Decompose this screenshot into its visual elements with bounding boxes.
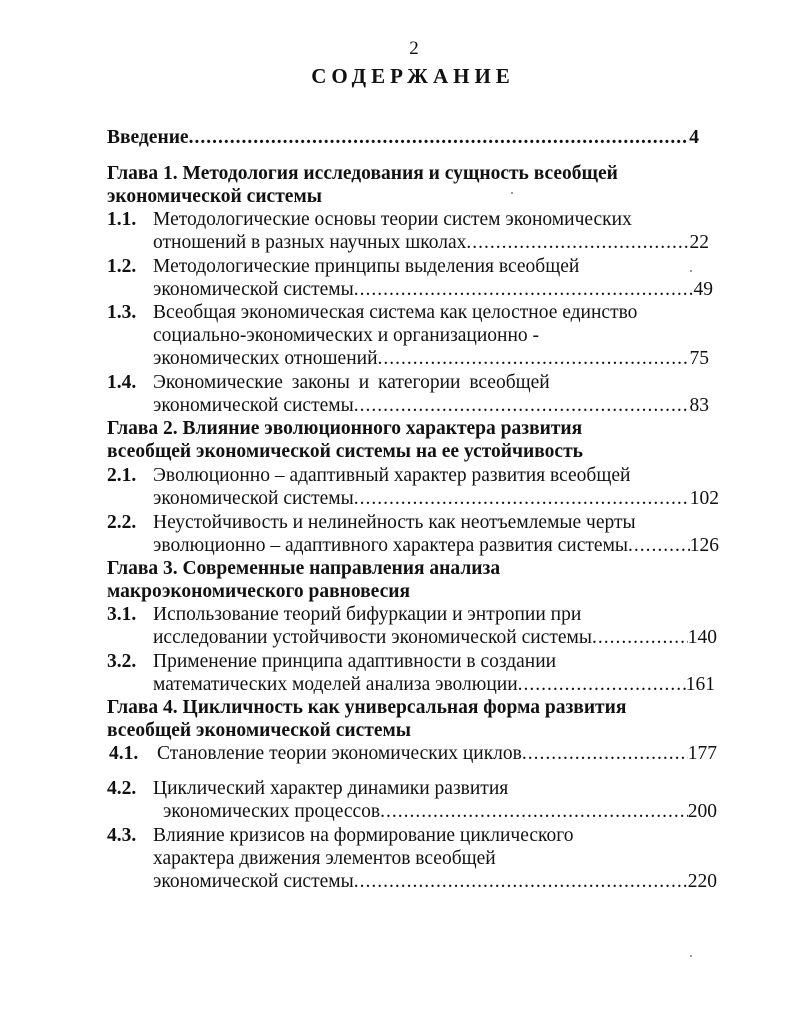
chapter-1-title-line-1: Глава 1. Методология исследования и сущность всеобщей	[107, 163, 618, 184]
section-1-1-line-2	[153, 232, 709, 254]
dot-leader	[378, 348, 690, 370]
section-1-3-line-2: социально-экономических и организационно -	[153, 325, 540, 346]
chapter-4-title-line-2: всеобщей экономической системы	[107, 720, 412, 741]
toc-entry-label: Введение	[107, 127, 189, 148]
section-4-3-line-1: Влияние кризисов на формирование циклического	[153, 825, 574, 846]
chapter-3-title-line-2: макроэкономического равновесия	[107, 581, 411, 602]
chapter-2-title-line-2: всеобщей экономической системы на ее устойчивость	[107, 441, 583, 462]
toc-entry-label: экономической системы	[153, 279, 354, 300]
section-1-3-line-1: Всеобщая экономическая система как целостное единство	[153, 302, 638, 323]
section-number: 3.2.	[107, 651, 137, 672]
chapter-1-title-line-2: экономической системы	[107, 186, 322, 207]
toc-page-number: 102	[689, 488, 719, 509]
section-number: 4.3.	[107, 825, 137, 846]
section-1-1-line-1: Методологические основы теории систем экономических	[153, 209, 632, 230]
toc-page-number: 22	[689, 232, 709, 253]
toc-page-number: 177	[687, 743, 717, 764]
section-number: 1.4.	[107, 372, 137, 393]
section-number: 3.1.	[107, 604, 137, 625]
section-2-2-line-2	[153, 535, 719, 557]
section-2-1-line-2	[153, 488, 719, 510]
scan-speck	[511, 192, 513, 194]
section-2-1-line-1: Эволюционно – адаптивный характер развития всеобщей	[153, 465, 631, 486]
section-1-2-line-1: Методологические принципы выделения всеобщей	[153, 256, 580, 277]
section-4-3-line-3	[153, 871, 717, 893]
dot-leader	[189, 127, 690, 149]
section-3-2-line-1: Применение принципа адаптивности в создании	[153, 651, 557, 672]
scan-speck	[690, 270, 692, 272]
section-4-2-line-2	[163, 801, 717, 823]
section-1-3-line-3	[153, 348, 709, 370]
dot-leader	[354, 488, 690, 510]
page-number: 2	[409, 38, 419, 59]
section-4-2-line-1: Циклический характер динамики развития	[153, 778, 509, 799]
toc-page-number: 220	[687, 871, 717, 892]
section-number: 4.2.	[107, 778, 137, 799]
toc-entry-label: экономической системы	[153, 488, 354, 509]
toc-page-number: 161	[685, 674, 715, 695]
toc-entry-label: экономических процессов	[163, 801, 381, 822]
section-number: 1.3.	[107, 302, 137, 323]
section-3-1-line-1: Использование теорий бифуркации и энтропии при	[153, 604, 582, 625]
toc-page-number: 126	[689, 535, 719, 556]
section-3-1-line-2	[153, 627, 717, 649]
section-4-3-line-2: характера движения элементов всеобщей	[153, 848, 496, 869]
section-1-4-line-2	[153, 395, 709, 417]
chapter-4-title-line-1: Глава 4. Цикличность как универсальная форма развития	[107, 697, 627, 718]
section-number: 4.1.	[109, 743, 139, 764]
dot-leader	[592, 627, 688, 649]
section-3-2-line-2	[153, 674, 715, 696]
toc-entry-label: экономических отношений	[153, 348, 378, 369]
dot-leader	[522, 743, 688, 765]
toc-entry-label: отношений в разных научных школах	[153, 232, 467, 253]
toc-page-number: 200	[687, 801, 717, 822]
toc-entry-label: экономической системы	[153, 395, 354, 416]
dot-leader	[380, 801, 688, 823]
toc-page-number: 75	[689, 348, 709, 369]
section-number: 1.2.	[107, 256, 137, 277]
scan-speck	[690, 955, 692, 957]
section-2-2-line-1: Неустойчивость и нелинейность как неотъемлемые черты	[153, 512, 636, 533]
toc-page-number: 4	[689, 127, 699, 148]
section-1-2-line-2	[153, 279, 713, 301]
dot-leader	[354, 395, 690, 417]
toc-entry-label: эволюционно – адаптивного характера развития системы	[153, 535, 629, 556]
toc-page-number: 49	[693, 279, 713, 300]
toc-page-number: 140	[687, 627, 717, 648]
section-number: 2.1.	[107, 465, 137, 486]
section-4-1-line-1	[157, 743, 717, 765]
toc-entry-label: Становление теории экономических циклов	[157, 743, 522, 764]
section-1-4-line-1: Экономические законы и категории всеобщей	[153, 372, 550, 393]
dot-leader	[354, 871, 688, 893]
dot-leader	[354, 279, 694, 301]
section-number: 1.1.	[107, 209, 137, 230]
chapter-2-title-line-1: Глава 2. Влияние эволюционного характера развития	[107, 418, 583, 439]
dot-leader	[466, 232, 689, 254]
toc-page-number: 83	[689, 395, 709, 416]
toc-entry-label: математических моделей анализа эволюции	[153, 674, 518, 695]
dot-leader	[628, 535, 690, 557]
dot-leader	[518, 674, 686, 696]
chapter-3-title-line-1: Глава 3. Современные направления анализа	[107, 558, 501, 579]
section-number: 2.2.	[107, 512, 137, 533]
toc-entry-label: экономической системы	[153, 871, 354, 892]
page-title: СОДЕРЖАНИЕ	[311, 64, 515, 88]
toc-entry-intro	[107, 127, 699, 149]
toc-entry-label: исследовании устойчивости экономической системы	[153, 627, 592, 648]
